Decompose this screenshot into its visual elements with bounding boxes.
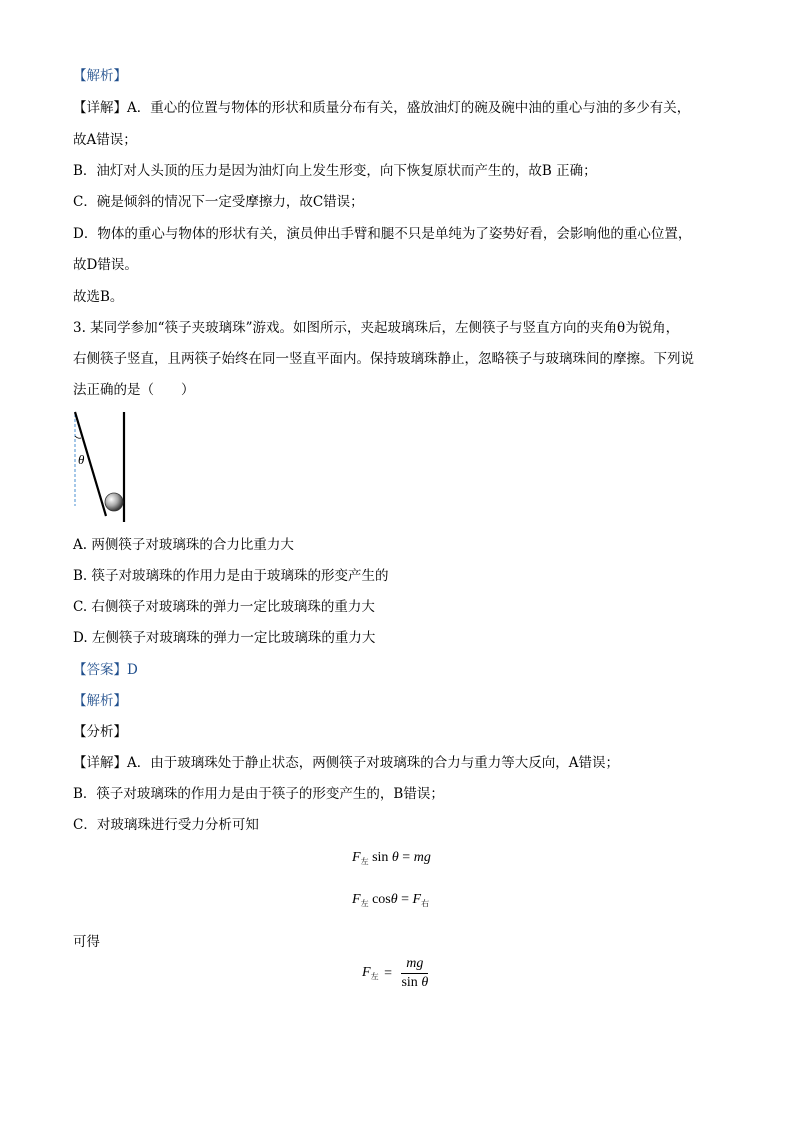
question-line: 法正确的是（ ） <box>73 382 195 398</box>
answer-line: 【答案】D <box>73 662 138 678</box>
line: 【详解】A．重心的位置与物体的形状和质量分布有关，盛放油灯的碗及碗中油的重心与油的多少有关， <box>73 100 691 116</box>
equation-1: $F_左$ sin θ = mg <box>352 850 431 866</box>
question-line: 3. 某同学参加“筷子夹玻璃珠”游戏。如图所示，夹起玻璃珠后，左侧筷子与竖直方向的夹角θ为锐角， <box>73 320 680 336</box>
angle-arc <box>75 436 81 438</box>
analysis-sub-heading: 【分析】 <box>73 724 127 740</box>
angle-label: θ <box>78 452 85 467</box>
line: D．物体的重心与物体的形状有关，演员伸出手臂和腿不只是单纯为了姿势好看，会影响他的重心位置， <box>73 226 692 242</box>
option-a: A. 两侧筷子对玻璃珠的合力比重力大 <box>73 537 294 553</box>
line: C．对玻璃珠进行受力分析可知 <box>73 817 259 833</box>
glass-bead <box>105 493 123 511</box>
chopsticks-figure <box>70 408 134 524</box>
line: 可得 <box>73 934 100 950</box>
line: 【解析】 <box>73 68 127 84</box>
option-b: B. 筷子对玻璃珠的作用力是由于玻璃珠的形变产生的 <box>73 568 389 584</box>
question-line: 右侧筷子竖直，且两筷子始终在同一竖直平面内。保持玻璃珠静止，忽略筷子与玻璃珠间的摩擦。下列说 <box>73 351 694 367</box>
line: B．筷子对玻璃珠的作用力是由于筷子的形变产生的，B错误； <box>73 786 444 802</box>
line: C．碗是倾斜的情况下一定受摩擦力，故C错误； <box>73 194 364 210</box>
option-c: C. 右侧筷子对玻璃珠的弹力一定比玻璃珠的重力大 <box>73 599 375 615</box>
line: 故选B。 <box>73 289 124 305</box>
option-d: D. 左侧筷子对玻璃珠的弹力一定比玻璃珠的重力大 <box>73 630 376 646</box>
line: 故A错误； <box>73 132 137 148</box>
equation-2: $F_左$ $\cos\theta = F_右$ <box>352 892 430 908</box>
line: B．油灯对人头顶的压力是因为油灯向上发生形变，向下恢复原状而产生的，故B 正确； <box>73 163 597 179</box>
equation-3: $F_左$ = $\frac{mg}{\text{sin θ}}$ <box>362 956 429 990</box>
line: 故D错误。 <box>73 257 138 273</box>
line: 【详解】A．由于玻璃珠处于静止状态，两侧筷子对玻璃珠的合力与重力等大反向，A错误； <box>73 755 619 771</box>
analysis-heading: 【解析】 <box>73 693 127 709</box>
